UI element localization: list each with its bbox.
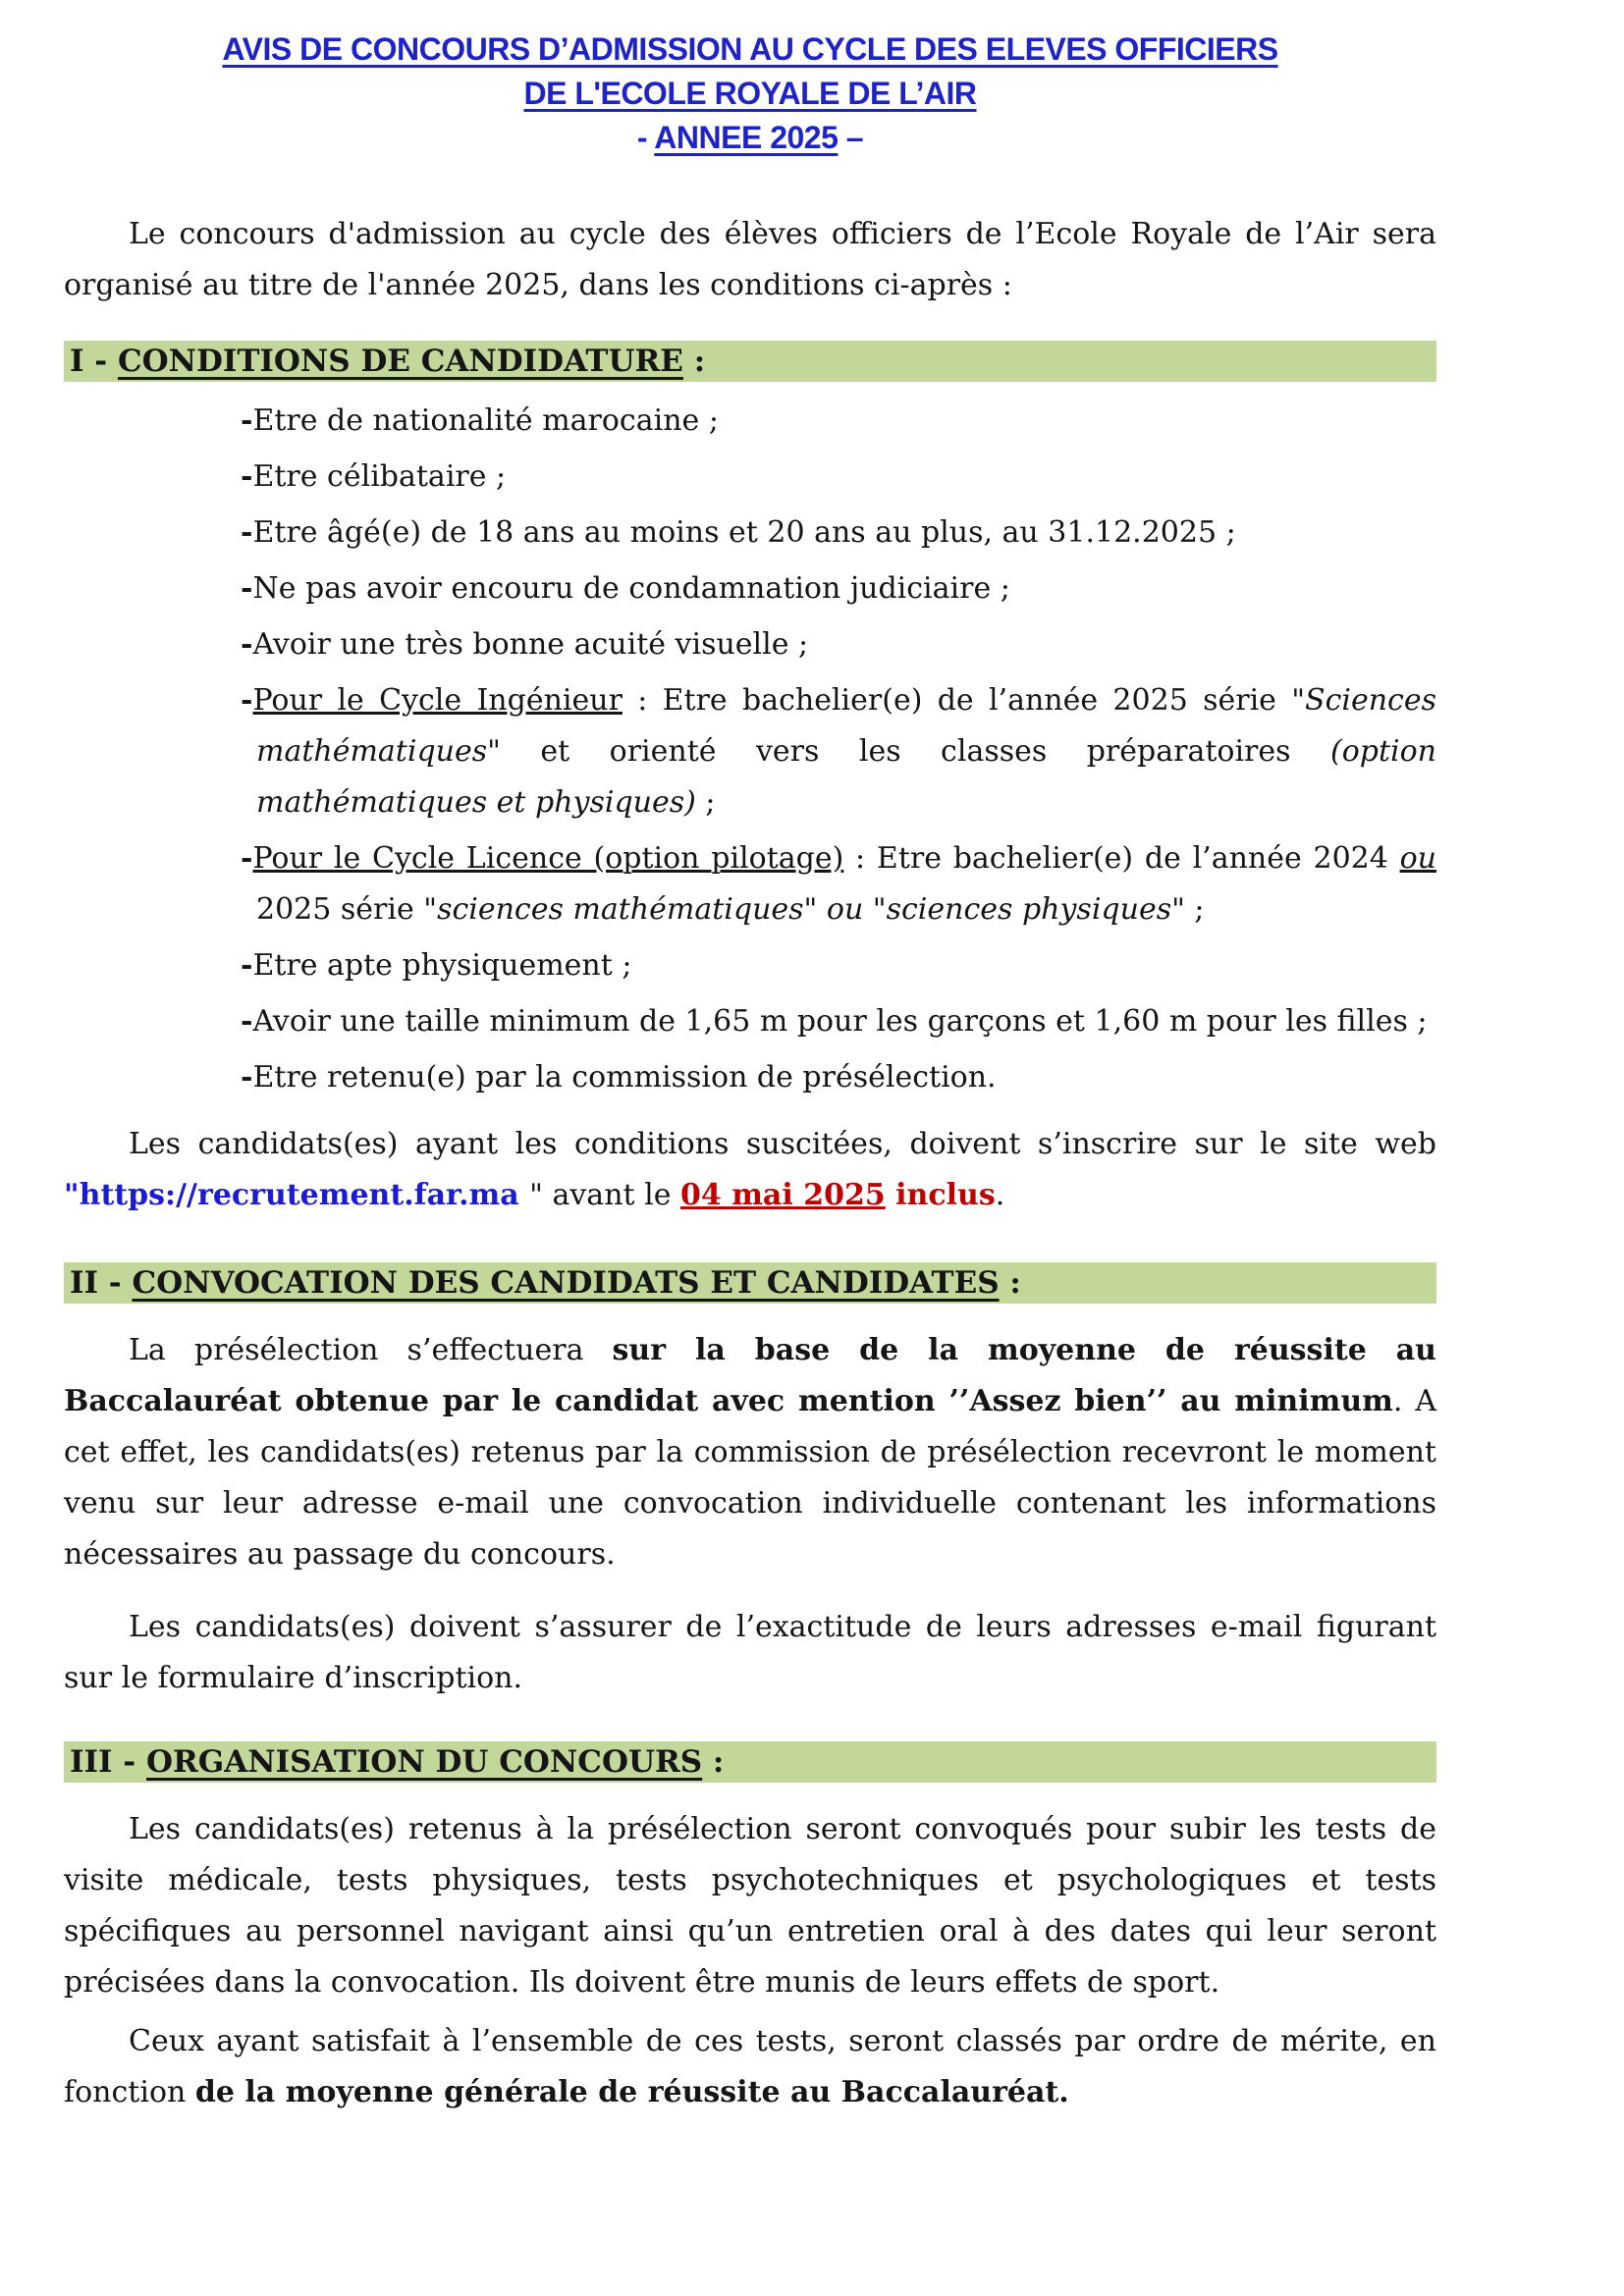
text-run: Etre apte physiquement ; [252,948,632,983]
text-run: (option mathématiques et physiques) [256,734,1436,820]
text-run: Etre retenu(e) par la commission de présélection. [252,1060,997,1095]
preselection-paragraph [64,1325,1436,1580]
text-run: inclus [885,1178,996,1212]
text-run: – [838,120,864,155]
bullet-dash-icon: - [241,1060,253,1095]
bullet-dash-icon: - [241,1004,253,1039]
condition-item [241,1052,1436,1103]
bullet-dash-icon: - [241,459,253,494]
registration-paragraph [64,1119,1436,1221]
section-heading-conditions [64,341,1436,382]
text-run: . A cet effet, les candidats(es) retenus par la commission de présélection recevront le moment venu sur leur adresse e-mail une convocation individuelle contenant les informations nécessaires au passage du concours. [64,1384,1436,1572]
text-run: : [999,1265,1021,1301]
email-accuracy-paragraph [64,1602,1436,1704]
text-run: La présélection s’effectuera [129,1333,613,1367]
ranking-paragraph [64,2016,1436,2118]
text-run: : [702,1744,725,1780]
text-run: et orienté vers les classes préparatoires [500,734,1330,769]
text-run: Les candidats(es) ayant les conditions suscitées, doivent s’inscrire sur le site web [129,1127,1436,1161]
text-run: Pour le Cycle Ingénieur [252,683,623,718]
tests-paragraph [64,1804,1436,2008]
bullet-dash-icon: - [241,571,253,606]
condition-item [241,452,1436,503]
condition-item [241,563,1436,614]
text-run: ; [1184,892,1205,927]
section-heading-convocation [64,1262,1436,1304]
text-run: "sciences mathématiques" ou "sciences physiques" [423,892,1185,927]
text-run: Le concours d'admission au cycle des élèves officiers de l’Ecole Royale de l’Air sera organisé au titre de l'année 2025, dans les conditions ci-après : [64,217,1436,302]
text-run: sur la base de la moyenne de réussite au Baccalauréat obtenue par le candidat avec mention ’’Assez bien’’ au minimum [64,1333,1436,1418]
text-run: "Sciences mathématiques" [256,683,1436,769]
condition-item [241,940,1436,991]
text-run: ou [1399,841,1436,876]
condition-item [241,507,1436,559]
text-run: Avoir une très bonne acuité visuelle ; [252,627,809,662]
bullet-dash-icon: - [241,683,253,718]
text-run: ANNEE 2025 [654,120,839,155]
deadline-date: 04 mai 2025 [680,1178,886,1212]
text-run: Etre de nationalité marocaine ; [252,403,719,438]
bullet-dash-icon: - [241,515,253,550]
text-run: Ne pas avoir encouru de condamnation judiciaire ; [252,571,1010,606]
text-run: de la moyenne générale de réussite au Baccalauréat. [194,2075,1069,2109]
text-run: Etre célibataire ; [252,459,507,494]
title-line-3 [64,116,1436,160]
text-run: : Etre bachelier(e) de l’année 2025 série [622,683,1292,718]
text-run: II - [70,1265,133,1301]
text-run: III - [70,1744,146,1780]
text-run: AVIS DE CONCOURS D’ADMISSION AU CYCLE DES ELEVES OFFICIERS [222,31,1278,67]
text-run: " avant le [529,1178,680,1212]
text-run: ORGANISATION DU CONCOURS [145,1744,703,1780]
condition-item [241,675,1436,828]
bullet-dash-icon: - [241,841,253,876]
text-run: Avoir une taille minimum de 1,65 m pour les garçons et 1,60 m pour les filles ; [252,1004,1428,1039]
conditions-list [64,396,1436,1103]
text-run: Les candidats(es) doivent s’assurer de l’exactitude de leurs adresses e-mail figurant sur le formulaire d’inscription. [64,1610,1436,1695]
text-run: CONVOCATION DES CANDIDATS ET CANDIDATES [132,1265,1000,1301]
text-run: CONDITIONS DE CANDIDATURE [117,344,683,379]
text-run: Ceux ayant satisfait à l’ensemble de ces tests, seront classés par ordre de mérite, en fonction [64,2024,1436,2109]
condition-item [241,833,1436,935]
text-run: . [995,1178,1005,1212]
text-run: I - [70,344,118,379]
text-run: DE L'ECOLE ROYALE DE L’AIR [523,76,977,111]
text-run: : Etre bachelier(e) de l’année 2024 [843,841,1400,876]
text-run: : [682,344,706,379]
condition-item [241,996,1436,1047]
title-line-1 [64,27,1436,72]
text-run: Etre âgé(e) de 18 ans au moins et 20 ans au plus, au 31.12.2025 ; [252,515,1236,550]
intro-paragraph [64,209,1436,311]
text-run: ; [695,785,716,820]
condition-item [241,396,1436,447]
text-run: Pour le Cycle Licence (option pilotage) [252,841,844,876]
section-heading-organisation [64,1741,1436,1783]
website-link[interactable]: "https://recrutement.far.ma [64,1178,530,1212]
title-line-2 [64,72,1436,116]
text-run: Les candidats(es) retenus à la présélection seront convoqués pour subir les tests de visite médicale, tests physiques, tests psychotechniques et psychologiques et tests spécifiques au personnel navigant ainsi qu’un entretien oral à des dates qui leur seront précisées dans la convocation. Ils doivent être munis de leurs effets de sport. [64,1812,1436,2000]
bullet-dash-icon: - [241,627,253,662]
condition-item [241,619,1436,670]
text-run: - [636,120,655,155]
bullet-dash-icon: - [241,948,253,983]
text-run: 2025 série [256,892,424,927]
bullet-dash-icon: - [241,403,253,438]
document-title [64,27,1436,160]
